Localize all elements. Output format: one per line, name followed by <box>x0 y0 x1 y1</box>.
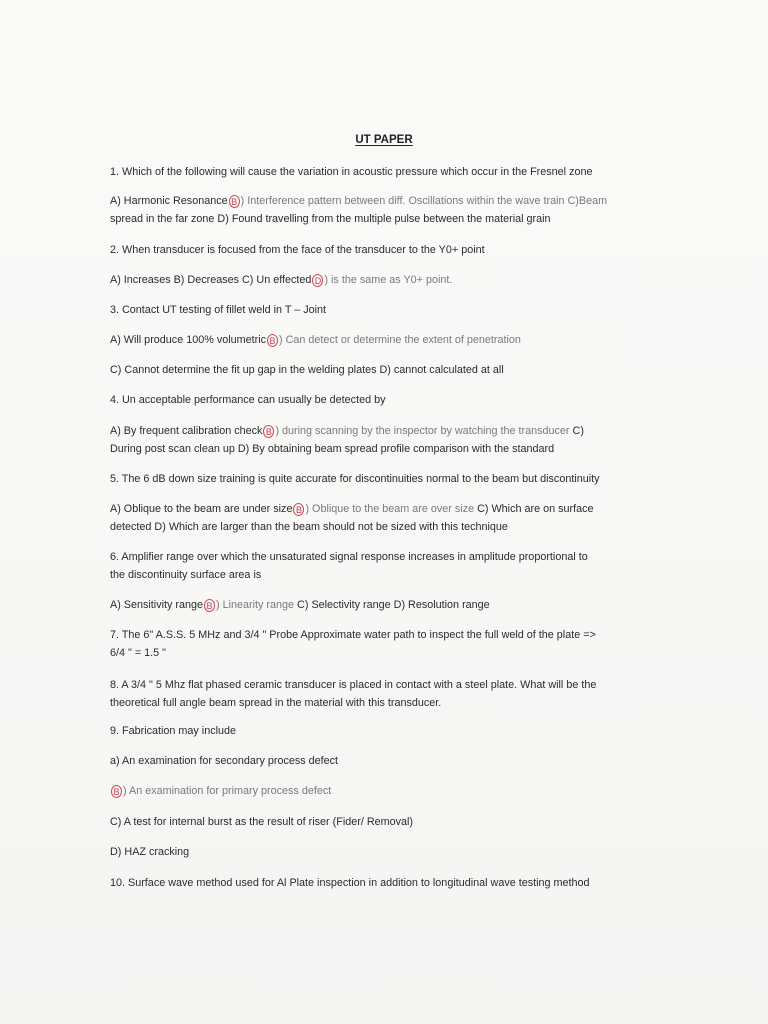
question-9 <box>110 723 670 739</box>
answer-circle-mark: B <box>204 599 215 612</box>
question-6-line-1 <box>110 549 670 565</box>
answer-4-option-b: ) during scanning by the inspector by watching the transducer <box>275 425 570 437</box>
answer-9-option-c-text: C) A test for internal burst as the result of riser (Fider/ Removal) <box>110 816 414 828</box>
answer-9-option-a-text: a) An examination for secondary process defect <box>110 755 339 767</box>
question-8-line-2 <box>110 695 670 711</box>
answer-5-option-a: A) Oblique to the beam are under size <box>110 503 293 515</box>
answer-5-option-b: ) Oblique to the beam are over size <box>305 503 475 515</box>
question-2 <box>110 242 670 258</box>
title-text: UT PAPER <box>355 134 413 146</box>
question-3-text: 3. Contact UT testing of fillet weld in T – Joint <box>110 304 327 316</box>
answer-9-option-d <box>110 844 670 860</box>
question-1 <box>110 164 670 180</box>
answer-6-option-a: A) Sensitivity range <box>110 599 204 611</box>
answer-3-options-cd: C) Cannot determine the fit up gap in the welding plates D) cannot calculated at all <box>110 364 504 376</box>
answer-circle-mark: D <box>312 274 323 287</box>
answer-1-option-a: A) Harmonic Resonance <box>110 195 228 207</box>
question-10 <box>110 875 670 891</box>
answer-4-line-1 <box>110 423 670 439</box>
question-7-line-1 <box>110 627 670 643</box>
question-3 <box>110 302 670 318</box>
answer-4-continued: During post scan clean up D) By obtaining beam spread profile comparison with the standard <box>110 443 555 455</box>
question-10-text: 10. Surface wave method used for Al Plate inspection in addition to longitudinal wave testing method <box>110 877 590 889</box>
answer-6-option-b: ) Linearity range <box>216 599 295 611</box>
answer-9-option-a <box>110 753 670 769</box>
answer-5-option-c: C) Which are on surface <box>474 503 594 515</box>
answer-circle-mark: B <box>267 334 278 347</box>
answer-2-option-d: ) is the same as Y0+ point. <box>324 274 453 286</box>
question-6-line-2 <box>110 567 670 583</box>
question-1-text: 1. Which of the following will cause the variation in acoustic pressure which occur in the Fresnel zone <box>110 166 593 178</box>
answer-3-line-1 <box>110 332 670 348</box>
answer-4-option-c-label: C) <box>569 425 584 437</box>
answer-3-option-a: A) Will produce 100% volumetric <box>110 334 267 346</box>
answer-1-line-1 <box>110 193 670 209</box>
answer-circle-mark: B <box>111 785 122 798</box>
answer-2 <box>110 272 670 288</box>
answer-5-line-1 <box>110 501 670 517</box>
question-6-text: 6. Amplifier range over which the unsaturated signal response increases in amplitude proportional to <box>110 551 588 563</box>
answer-5-continued: detected D) Which are larger than the beam should not be sized with this technique <box>110 521 508 533</box>
question-4-text: 4. Un acceptable performance can usually be detected by <box>110 394 386 406</box>
question-7-answer: 6/4 " = 1.5 " <box>110 647 166 659</box>
answer-1-option-b: ) Interference pattern between diff. Oscillations within the wave train C)Beam <box>240 195 608 207</box>
question-8-text: 8. A 3/4 " 5 Mhz flat phased ceramic transducer is placed in contact with a steel plate. What will be the <box>110 679 597 691</box>
question-5-text: 5. The 6 dB down size training is quite accurate for discontinuities normal to the beam but discontinuity <box>110 473 600 485</box>
answer-9-option-b-text: ) An examination for primary process defect <box>123 785 332 797</box>
answer-3-option-b: ) Can detect or determine the extent of penetration <box>279 334 521 346</box>
page-title <box>0 134 768 146</box>
answer-circle-mark: B <box>229 195 240 208</box>
question-2-text: 2. When transducer is focused from the face of the transducer to the Y0+ point <box>110 244 485 256</box>
question-7-line-2 <box>110 645 670 661</box>
question-6-continued: the discontinuity surface area is <box>110 569 262 581</box>
question-5 <box>110 471 670 487</box>
question-4 <box>110 392 670 408</box>
answer-4-line-2 <box>110 441 670 457</box>
question-8-line-1 <box>110 677 670 693</box>
answer-9-option-d-text: D) HAZ cracking <box>110 846 190 858</box>
answer-circle-mark: B <box>293 503 304 516</box>
answer-1-line-2 <box>110 211 670 227</box>
answer-9-option-b <box>110 783 670 799</box>
answer-3-line-2 <box>110 362 670 378</box>
answer-circle-mark: B <box>263 425 274 438</box>
answer-5-line-2 <box>110 519 670 535</box>
answer-2-options: A) Increases B) Decreases C) Un effected <box>110 274 312 286</box>
question-8-continued: theoretical full angle beam spread in the material with this transducer. <box>110 697 442 709</box>
answer-4-option-a: A) By frequent calibration check <box>110 425 263 437</box>
answer-9-option-c <box>110 814 670 830</box>
question-9-text: 9. Fabrication may include <box>110 725 237 737</box>
answer-1-continued: spread in the far zone D) Found travelling from the multiple pulse between the material grain <box>110 213 551 225</box>
question-7-text: 7. The 6" A.S.S. 5 MHz and 3/4 " Probe Approximate water path to inspect the full weld of the plate => <box>110 629 596 641</box>
answer-6 <box>110 597 670 613</box>
answer-6-options-cd: C) Selectivity range D) Resolution range <box>294 599 490 611</box>
